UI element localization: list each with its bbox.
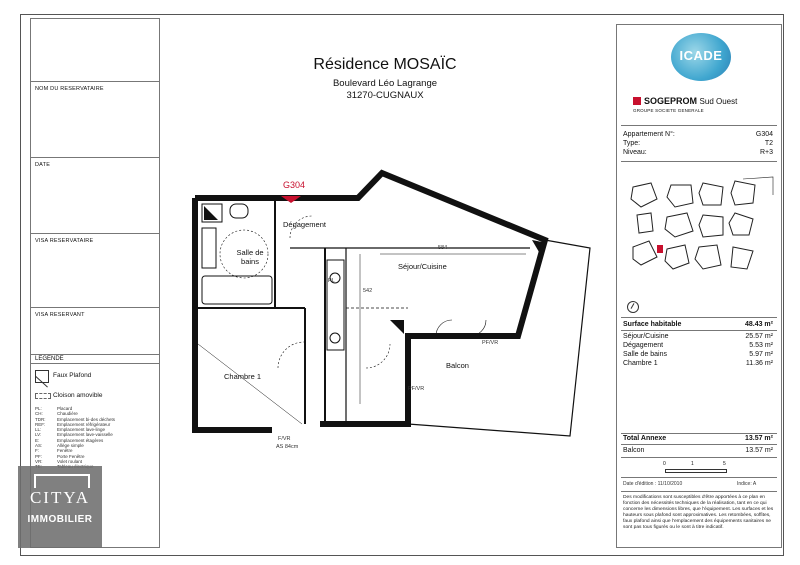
surface-title-label: Surface habitable (623, 321, 682, 328)
divider (621, 330, 777, 331)
abbreviation-text: Volet roulant (57, 458, 83, 464)
abbreviation-text: Chaudière (57, 411, 78, 417)
surface-row (623, 333, 773, 342)
field-visa-reservant (31, 307, 159, 318)
abbreviation-text: Placard (57, 406, 73, 411)
divider (621, 457, 777, 458)
roof-icon (34, 474, 90, 488)
info-appartement (623, 131, 773, 140)
surface-row (623, 360, 773, 369)
floor-plan (180, 168, 610, 458)
surface-value: 5.97 m² (749, 351, 773, 358)
abbreviation-code: PF: (35, 453, 43, 459)
abbreviation-code: CH: (35, 411, 43, 417)
abbreviation-code: AS: (35, 443, 43, 449)
abbreviation-text: Allège simple (57, 443, 84, 449)
abbreviation-text: Emplacement lave-linge (57, 427, 106, 433)
site-unit-marker (657, 245, 663, 253)
citya-brand: CITYA (29, 488, 91, 507)
address-line2: 31270-CUGNAUX (346, 90, 424, 101)
faux-plafond-swatch (35, 370, 49, 383)
divider (621, 491, 777, 492)
dim-584: 584 (438, 245, 448, 251)
tag-pl: PL (328, 278, 335, 284)
surface-title-value: 48.43 m² (744, 321, 773, 328)
surface-label: Chambre 1 (623, 360, 658, 367)
sogeprom-sub: Sud Ouest (699, 97, 738, 106)
sogeprom-square-icon (633, 97, 641, 105)
surface-value: 25.57 m² (745, 333, 773, 340)
info-value: R+3 (759, 149, 773, 156)
icade-logo-text: ICADE (679, 48, 723, 63)
divider (621, 125, 777, 126)
abbreviation-text: Emplacement lave-vaisselle (57, 432, 113, 438)
tag-fvr: F/VR (278, 436, 291, 442)
scale-label: 0 (663, 461, 666, 467)
citya-sub: IMMOBILIER (27, 514, 93, 525)
surface-habitable-row (623, 321, 773, 330)
surface-row (623, 351, 773, 360)
info-type (623, 140, 773, 149)
surface-label: Salle de bains (623, 351, 667, 358)
annexe-title-value: 13.57 m² (744, 435, 773, 442)
legend-faux-plafond: Faux Plafond (53, 372, 92, 379)
info-panel (616, 24, 782, 548)
info-niveau (623, 149, 773, 158)
scale-label: 5 (723, 461, 726, 467)
citya-watermark (18, 466, 102, 548)
legend-title: LEGENDE (35, 356, 64, 362)
annexe-row (623, 447, 773, 456)
divider (621, 317, 777, 318)
site-plan-map (623, 175, 775, 285)
info-label: Niveau: (623, 149, 647, 156)
abbreviation-text: Fenêtre (57, 448, 73, 454)
abbreviation-text: Porte Fenêtre (57, 453, 85, 459)
surface-value: 11.36 m² (745, 360, 773, 367)
annexe-title-label: Total Annexe (623, 435, 667, 442)
sogeprom-name: SOGEPROM (644, 96, 698, 106)
tag-pfvr-2: PF/VR (408, 386, 425, 392)
abbreviation-code: VR: (35, 458, 43, 464)
legend-separator (31, 354, 159, 355)
sogeprom-groupe: GROUPE SOCIETE GENERALE (633, 108, 704, 113)
sogeprom-logo (633, 96, 737, 106)
abbreviation-code: LV: (35, 432, 42, 438)
abbreviation-text: Emplacement bi-des déchets (57, 416, 116, 422)
field-date (31, 157, 159, 168)
field-visa-reservataire (31, 233, 159, 244)
info-value: T2 (764, 140, 773, 147)
surface-value: 5.53 m² (749, 342, 773, 349)
legend-separator (31, 363, 159, 364)
room-sdb: Salle de bains (236, 248, 264, 266)
date-edition: Date d'édition : 11/10/2010 (623, 481, 683, 487)
surface-row (623, 342, 773, 351)
field-label: DATE (35, 162, 51, 168)
abbreviation-code: F: (35, 448, 39, 454)
field-label: NOM DU RESERVATAIRE (35, 86, 104, 92)
legend-cloison: Cloison amovible (53, 392, 103, 399)
room-balcon: Balcon (446, 361, 469, 370)
annexe-value: 13.57 m² (745, 447, 773, 454)
abbreviation-code: REF: (35, 421, 46, 427)
field-label: VISA RESERVANT (35, 312, 85, 318)
abbreviation-code: E: (35, 437, 40, 443)
abbreviation-code: TDR: (35, 416, 46, 422)
cloison-swatch (35, 393, 51, 399)
floor-plan-drawing (180, 168, 610, 458)
field-label: VISA RESERVATAIRE (35, 238, 94, 244)
indice: Indice: A (737, 481, 757, 487)
divider (621, 444, 777, 445)
scale-bar (665, 463, 727, 473)
info-label: Appartement N°: (623, 131, 675, 138)
room-chambre: Chambre 1 (224, 372, 262, 381)
abbreviation-list (35, 406, 115, 470)
divider (621, 433, 777, 434)
field-nom-reservataire (31, 81, 159, 92)
info-value: G304 (755, 131, 773, 138)
divider (621, 477, 777, 478)
north-arrow-icon (627, 301, 639, 313)
disclaimer-text: Des modifications sont susceptibles d'être apportées à ce plan en fonction des nécessités techniques de la réalisation, tant en ce qui concerne les dimensions libres, que l'équipement. Les surfaces et les hauteurs sous plafond sont approximatives. Les retombées, soffites, faux plafond ainsi que l'emplacement des équipements sanitaires ne sont pas tous figurés ou le sont à titre indicatif. (623, 495, 774, 530)
room-degagement: Dégagement (283, 220, 326, 229)
tag-as: AS 84cm (276, 444, 299, 450)
divider (621, 161, 777, 162)
abbreviation-text: Emplacement réfrigérateur (57, 421, 111, 427)
scale-bar-line (665, 469, 727, 473)
total-annexe-row (623, 435, 773, 444)
abbreviation-code: LL: (35, 427, 42, 433)
icade-logo (671, 33, 731, 81)
surface-label: Dégagement (623, 342, 664, 349)
surface-label: Séjour/Cuisine (623, 333, 669, 340)
abbreviation-code: PL: (35, 406, 42, 411)
residence-title: Résidence MOSAÏC (313, 56, 457, 73)
dim-542: 542 (363, 288, 373, 294)
annexe-label: Balcon (623, 447, 645, 454)
unit-tag: G304 (283, 180, 306, 190)
tag-pfvr-1: PF/VR (482, 340, 499, 346)
abbreviation-text: Emplacement étagères (57, 437, 104, 443)
scale-label: 1 (691, 461, 694, 467)
room-sejour: Séjour/Cuisine (398, 262, 447, 271)
info-label: Type: (623, 140, 641, 147)
address-line1: Boulevard Léo Lagrange (332, 78, 438, 89)
